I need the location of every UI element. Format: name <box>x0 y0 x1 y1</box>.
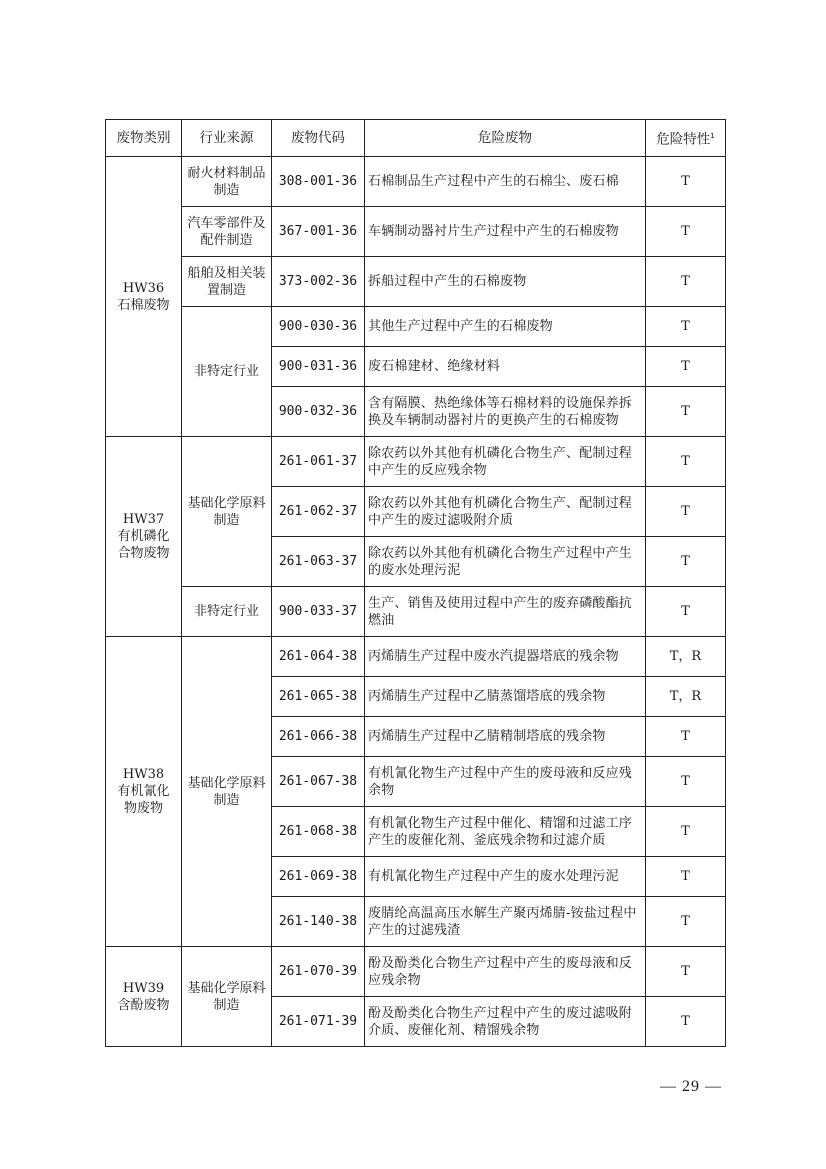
category-name: 有机磷化合物废物 <box>117 529 170 561</box>
page-number: — 29 — <box>660 1078 722 1095</box>
code-cell: 900-030-36 <box>272 307 365 347</box>
hazard-cell: T <box>646 717 726 757</box>
description-cell: 有机氰化物生产过程中产生的废水处理污泥 <box>365 857 646 897</box>
table-row <box>106 947 726 997</box>
hazard-cell: T <box>646 897 726 947</box>
hazard-footnote-marker: 1 <box>710 131 715 140</box>
category-cell <box>106 437 182 637</box>
table-row <box>106 437 726 487</box>
industry-cell: 非特定行业 <box>182 587 272 637</box>
code-cell: 261-068-38 <box>272 807 365 857</box>
industry-cell: 基础化学原料制造 <box>182 637 272 947</box>
hazard-cell: T <box>646 257 726 307</box>
description-cell: 丙烯腈生产过程中废水汽提器塔底的残余物 <box>365 637 646 677</box>
hazard-cell: T <box>646 157 726 207</box>
code-cell: 900-033-37 <box>272 587 365 637</box>
category-code: HW38 <box>122 767 165 782</box>
category-code: HW37 <box>122 512 165 527</box>
code-cell: 261-063-37 <box>272 537 365 587</box>
industry-cell: 基础化学原料制造 <box>182 437 272 587</box>
header-waste-label: 危险废物 <box>478 129 532 146</box>
hazard-cell: T <box>646 207 726 257</box>
header-hazard-label: 危险特性 <box>656 131 711 148</box>
hazard-cell: T，R <box>646 677 726 717</box>
hazard-cell: T <box>646 947 726 997</box>
category-code: HW39 <box>122 980 165 996</box>
category-cell <box>106 157 182 437</box>
industry-cell: 非特定行业 <box>182 307 272 437</box>
code-cell: 261-061-37 <box>272 437 365 487</box>
industry-cell: 耐火材料制品制造 <box>182 157 272 207</box>
table-row <box>106 157 726 207</box>
code-cell: 261-064-38 <box>272 637 365 677</box>
hazard-cell: T <box>646 487 726 537</box>
hazard-cell: T <box>646 437 726 487</box>
description-cell: 丙烯腈生产过程中乙腈蒸馏塔底的残余物 <box>365 677 646 717</box>
table-row <box>106 307 726 347</box>
code-cell: 308-001-36 <box>272 157 365 207</box>
description-cell: 酚及酚类化合物生产过程中产生的废母液和反应残余物 <box>365 947 646 997</box>
code-cell: 900-031-36 <box>272 347 365 387</box>
table-row <box>106 587 726 637</box>
description-cell: 废石棉建材、绝缘材料 <box>365 347 646 387</box>
header-hazard <box>646 120 726 157</box>
table-header-row <box>106 120 726 157</box>
hazard-cell: T <box>646 347 726 387</box>
header-category-label: 废物类别 <box>116 129 171 146</box>
hazard-cell: T <box>646 307 726 347</box>
code-cell: 261-140-38 <box>272 897 365 947</box>
header-code-label: 废物代码 <box>291 129 345 146</box>
code-cell: 367-001-36 <box>272 207 365 257</box>
code-cell: 900-032-36 <box>272 387 365 437</box>
code-cell: 261-070-39 <box>272 947 365 997</box>
industry-cell: 基础化学原料制造 <box>182 947 272 1047</box>
code-cell: 261-071-39 <box>272 997 365 1047</box>
description-cell: 除农药以外其他有机磷化合物生产、配制过程中产生的反应残余物 <box>365 437 646 487</box>
industry-cell: 汽车零部件及配件制造 <box>182 207 272 257</box>
hazardous-waste-table <box>105 119 726 1047</box>
category-name: 有机氰化物废物 <box>117 784 170 816</box>
industry-cell: 船舶及相关装置制造 <box>182 257 272 307</box>
code-cell: 261-069-38 <box>272 857 365 897</box>
header-waste <box>365 120 646 157</box>
hazard-cell: T <box>646 807 726 857</box>
category-name: 石棉废物 <box>117 297 170 313</box>
hazard-cell: T <box>646 387 726 437</box>
hazard-cell: T <box>646 587 726 637</box>
description-cell: 丙烯腈生产过程中乙腈精制塔底的残余物 <box>365 717 646 757</box>
hazard-cell: T <box>646 857 726 897</box>
code-cell: 261-067-38 <box>272 757 365 807</box>
hazard-cell: T <box>646 757 726 807</box>
table-row <box>106 637 726 677</box>
description-cell: 含有隔膜、热绝缘体等石棉材料的设施保养拆换及车辆制动器衬片的更换产生的石棉废物 <box>365 387 646 437</box>
description-cell: 除农药以外其他有机磷化合物生产过程中产生的废水处理污泥 <box>365 537 646 587</box>
description-cell: 其他生产过程中产生的石棉废物 <box>365 307 646 347</box>
table-row <box>106 257 726 307</box>
category-code: HW36 <box>122 280 165 296</box>
header-industry-label: 行业来源 <box>199 129 254 146</box>
hazard-cell: T，R <box>646 637 726 677</box>
description-cell: 车辆制动器衬片生产过程中产生的石棉废物 <box>365 207 646 257</box>
category-cell <box>106 947 182 1047</box>
description-cell: 石棉制品生产过程中产生的石棉尘、废石棉 <box>365 157 646 207</box>
description-cell: 生产、销售及使用过程中产生的废弃磷酸酯抗燃油 <box>365 587 646 637</box>
description-cell: 有机氰化物生产过程中催化、精馏和过滤工序产生的废催化剂、釜底残余物和过滤介质 <box>365 807 646 857</box>
hazard-cell: T <box>646 997 726 1047</box>
category-cell <box>106 637 182 947</box>
description-cell: 拆船过程中产生的石棉废物 <box>365 257 646 307</box>
description-cell: 除农药以外其他有机磷化合物生产、配制过程中产生的废过滤吸附介质 <box>365 487 646 537</box>
code-cell: 261-065-38 <box>272 677 365 717</box>
category-name: 含酚废物 <box>117 997 170 1013</box>
code-cell: 261-062-37 <box>272 487 365 537</box>
code-cell: 373-002-36 <box>272 257 365 307</box>
description-cell: 酚及酚类化合物生产过程中产生的废过滤吸附介质、废催化剂、精馏残余物 <box>365 997 646 1047</box>
hazard-cell: T <box>646 537 726 587</box>
description-cell: 废腈纶高温高压水解生产聚丙烯腈-铵盐过程中产生的过滤残渣 <box>365 897 646 947</box>
table-row <box>106 207 726 257</box>
header-industry <box>182 120 272 157</box>
header-code <box>272 120 365 157</box>
description-cell: 有机氰化物生产过程中产生的废母液和反应残余物 <box>365 757 646 807</box>
code-cell: 261-066-38 <box>272 717 365 757</box>
header-category <box>106 120 182 157</box>
